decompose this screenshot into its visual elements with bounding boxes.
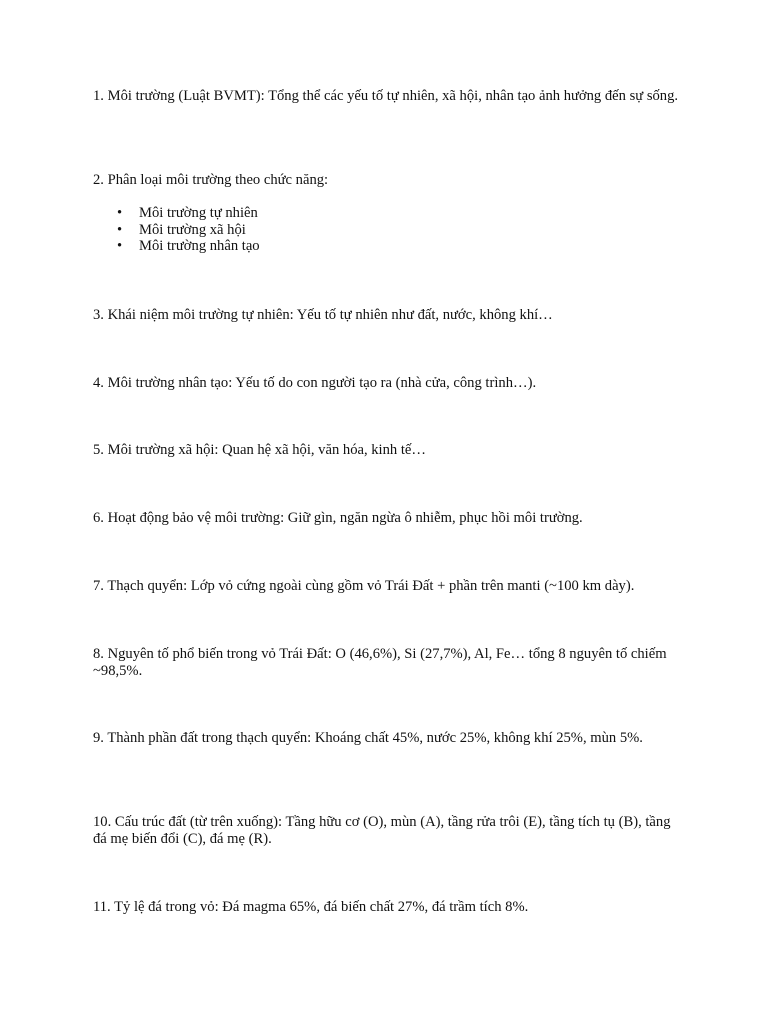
list-item-text: Môi trường tự nhiên (139, 205, 258, 221)
list-item (93, 238, 683, 255)
paragraph-6: 6. Hoạt động bảo vệ môi trường: Giữ gìn, ngăn ngừa ô nhiễm, phục hồi môi trường. (93, 510, 583, 526)
paragraph-5: 5. Môi trường xã hội: Quan hệ xã hội, văn hóa, kinh tế… (93, 442, 426, 458)
paragraph-9: 9. Thành phần đất trong thạch quyển: Khoáng chất 45%, nước 25%, không khí 25%, mùn 5%. (93, 730, 643, 746)
list-item-text: Môi trường nhân tạo (139, 238, 260, 254)
list-item-text: Môi trường xã hội (139, 221, 246, 238)
paragraph-7: 7. Thạch quyển: Lớp vỏ cứng ngoài cùng gồm vỏ Trái Đất + phần trên manti (~100 km dày). (93, 578, 635, 594)
bullet-list (93, 205, 683, 255)
bullet-marker: • (117, 205, 123, 221)
paragraph-11: 11. Tỷ lệ đá trong vỏ: Đá magma 65%, đá biến chất 27%, đá trầm tích 8%. (93, 899, 529, 915)
list-item (93, 205, 683, 222)
paragraph-8: 8. Nguyên tố phổ biến trong vỏ Trái Đất: O (46,6%), Si (27,7%), Al, Fe… tổng 8 nguyên tố chiếm ~98,5%. (93, 646, 667, 679)
paragraph-10: 10. Cấu trúc đất (từ trên xuống): Tầng hữu cơ (O), mùn (A), tầng rửa trôi (E), tầng tích tụ (B), tầng đá mẹ biến đổi (C), đá mẹ (R). (93, 814, 671, 847)
paragraph-4: 4. Môi trường nhân tạo: Yếu tố do con người tạo ra (nhà cửa, công trình…). (93, 375, 537, 391)
paragraph-3: 3. Khái niệm môi trường tự nhiên: Yếu tố tự nhiên như đất, nước, không khí… (93, 307, 553, 323)
bullet-marker: • (117, 221, 123, 238)
paragraph-1: 1. Môi trường (Luật BVMT): Tổng thể các yếu tố tự nhiên, xã hội, nhân tạo ảnh hưởng đến sự sống. (93, 88, 679, 104)
paragraph-2: 2. Phân loại môi trường theo chức năng: (93, 172, 329, 188)
bullet-marker: • (117, 238, 123, 254)
list-item (93, 222, 683, 239)
